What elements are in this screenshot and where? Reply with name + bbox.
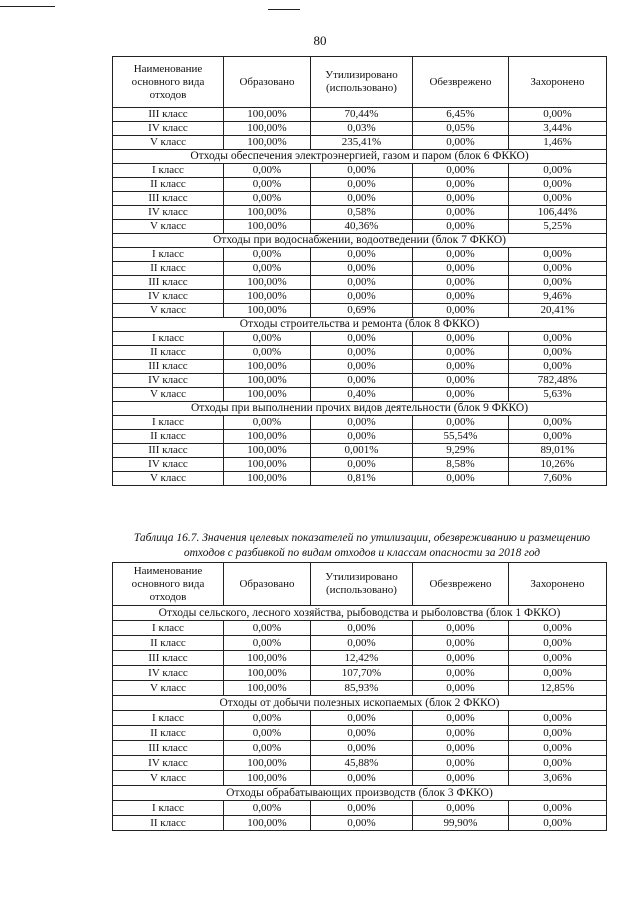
cell-generated: 100,00%: [224, 444, 311, 458]
cell-waste-class: I класс: [113, 416, 224, 430]
section-row: [113, 150, 607, 164]
cell-buried: 3,44%: [509, 122, 607, 136]
table-row: [113, 192, 607, 206]
section-title: Отходы при выполнении прочих видов деятельности (блок 9 ФККО): [113, 402, 607, 416]
cell-generated: 100,00%: [224, 472, 311, 486]
cell-utilized: 70,44%: [311, 108, 413, 122]
cell-generated: 100,00%: [224, 360, 311, 374]
cell-buried: 10,26%: [509, 458, 607, 472]
cell-generated: 100,00%: [224, 681, 311, 696]
cell-buried: 0,00%: [509, 801, 607, 816]
section-title: Отходы обеспечения электроэнергией, газом и паром (блок 6 ФККО): [113, 150, 607, 164]
cell-utilized: 0,00%: [311, 290, 413, 304]
cell-utilized: 0,40%: [311, 388, 413, 402]
cell-utilized: 0,001%: [311, 444, 413, 458]
table-row: [113, 458, 607, 472]
table-row: [113, 136, 607, 150]
cell-generated: 100,00%: [224, 122, 311, 136]
cell-utilized: 0,00%: [311, 801, 413, 816]
cell-waste-class: III класс: [113, 192, 224, 206]
cell-utilized: 0,00%: [311, 636, 413, 651]
cell-buried: 20,41%: [509, 304, 607, 318]
section-row: [113, 234, 607, 248]
cell-waste-class: V класс: [113, 472, 224, 486]
cell-utilized: 0,00%: [311, 621, 413, 636]
cell-waste-class: III класс: [113, 651, 224, 666]
cell-generated: 0,00%: [224, 262, 311, 276]
table-row: [113, 816, 607, 831]
cell-buried: 0,00%: [509, 248, 607, 262]
cell-generated: 0,00%: [224, 621, 311, 636]
column-header-utilized: Утилизировано (использовано): [311, 563, 413, 606]
section-title: Отходы сельского, лесного хозяйства, рыбоводства и рыболовства (блок 1 ФККО): [113, 606, 607, 621]
table-row: [113, 651, 607, 666]
table-row: [113, 711, 607, 726]
table-row: [113, 681, 607, 696]
cell-waste-class: III класс: [113, 276, 224, 290]
cell-buried: 0,00%: [509, 332, 607, 346]
cell-waste-class: V класс: [113, 220, 224, 234]
waste-table-continued: [112, 56, 607, 486]
cell-buried: 5,25%: [509, 220, 607, 234]
cell-generated: 100,00%: [224, 666, 311, 681]
cell-neutralized: 0,00%: [413, 248, 509, 262]
cell-neutralized: 0,00%: [413, 801, 509, 816]
cell-neutralized: 0,00%: [413, 416, 509, 430]
table-row: [113, 178, 607, 192]
cell-utilized: 0,00%: [311, 346, 413, 360]
cell-waste-class: I класс: [113, 621, 224, 636]
cell-waste-class: III класс: [113, 444, 224, 458]
table-row: [113, 304, 607, 318]
cell-neutralized: 0,00%: [413, 681, 509, 696]
cell-waste-class: III класс: [113, 360, 224, 374]
cell-generated: 100,00%: [224, 206, 311, 220]
section-title: Отходы обрабатывающих производств (блок 3 ФККО): [113, 786, 607, 801]
cell-generated: 0,00%: [224, 726, 311, 741]
table-row: [113, 248, 607, 262]
cell-waste-class: V класс: [113, 388, 224, 402]
cell-buried: 89,01%: [509, 444, 607, 458]
cell-waste-class: II класс: [113, 262, 224, 276]
cell-utilized: 40,36%: [311, 220, 413, 234]
cell-waste-class: I класс: [113, 164, 224, 178]
cell-generated: 100,00%: [224, 458, 311, 472]
table-row: [113, 206, 607, 220]
cell-buried: 0,00%: [509, 262, 607, 276]
cell-waste-class: IV класс: [113, 756, 224, 771]
cell-waste-class: I класс: [113, 711, 224, 726]
cell-generated: 100,00%: [224, 290, 311, 304]
cell-waste-class: II класс: [113, 726, 224, 741]
cell-neutralized: 0,00%: [413, 651, 509, 666]
cell-waste-class: I класс: [113, 248, 224, 262]
table-row: [113, 276, 607, 290]
cell-buried: 0,00%: [509, 108, 607, 122]
cell-utilized: 85,93%: [311, 681, 413, 696]
cell-waste-class: V класс: [113, 304, 224, 318]
cell-buried: 0,00%: [509, 621, 607, 636]
cell-buried: 9,46%: [509, 290, 607, 304]
cell-waste-class: IV класс: [113, 666, 224, 681]
column-header-buried: Захоронено: [509, 563, 607, 606]
table-row: [113, 756, 607, 771]
cell-utilized: 0,00%: [311, 416, 413, 430]
table-row: [113, 444, 607, 458]
cell-buried: 0,00%: [509, 178, 607, 192]
cell-buried: 0,00%: [509, 192, 607, 206]
table-row: [113, 472, 607, 486]
cell-neutralized: 0,00%: [413, 741, 509, 756]
cell-generated: 100,00%: [224, 374, 311, 388]
cell-neutralized: 0,00%: [413, 726, 509, 741]
cell-neutralized: 0,00%: [413, 360, 509, 374]
table-row: [113, 122, 607, 136]
cell-neutralized: 0,00%: [413, 192, 509, 206]
cell-waste-class: II класс: [113, 636, 224, 651]
cell-neutralized: 0,00%: [413, 136, 509, 150]
cell-utilized: 0,00%: [311, 332, 413, 346]
cell-utilized: 45,88%: [311, 756, 413, 771]
cell-generated: 0,00%: [224, 636, 311, 651]
column-header-utilized: Утилизировано (использовано): [311, 57, 413, 108]
cell-neutralized: 0,00%: [413, 374, 509, 388]
cell-generated: 100,00%: [224, 816, 311, 831]
cell-utilized: 0,00%: [311, 726, 413, 741]
cell-neutralized: 0,00%: [413, 262, 509, 276]
cell-neutralized: 8,58%: [413, 458, 509, 472]
cell-utilized: 235,41%: [311, 136, 413, 150]
cell-buried: 0,00%: [509, 636, 607, 651]
cell-neutralized: 0,00%: [413, 220, 509, 234]
cell-utilized: 0,00%: [311, 178, 413, 192]
table-row: [113, 726, 607, 741]
cell-waste-class: II класс: [113, 346, 224, 360]
table-row: [113, 416, 607, 430]
cell-utilized: 0,00%: [311, 374, 413, 388]
cell-utilized: 0,00%: [311, 164, 413, 178]
cell-neutralized: 0,00%: [413, 771, 509, 786]
cell-generated: 0,00%: [224, 346, 311, 360]
cell-buried: 5,63%: [509, 388, 607, 402]
table-row: [113, 388, 607, 402]
cell-neutralized: 0,00%: [413, 621, 509, 636]
cell-generated: 100,00%: [224, 771, 311, 786]
cell-utilized: 0,00%: [311, 360, 413, 374]
cell-neutralized: 55,54%: [413, 430, 509, 444]
column-header-waste-type: Наименование основного вида отходов: [113, 57, 224, 108]
cell-buried: 0,00%: [509, 741, 607, 756]
cell-neutralized: 0,00%: [413, 304, 509, 318]
cell-generated: 0,00%: [224, 164, 311, 178]
cell-generated: 0,00%: [224, 416, 311, 430]
cell-generated: 0,00%: [224, 192, 311, 206]
cell-utilized: 0,03%: [311, 122, 413, 136]
cell-waste-class: III класс: [113, 741, 224, 756]
section-row: [113, 606, 607, 621]
cell-buried: 782,48%: [509, 374, 607, 388]
cell-buried: 0,00%: [509, 651, 607, 666]
top-rule-left: [0, 6, 55, 7]
cell-neutralized: 0,00%: [413, 164, 509, 178]
cell-utilized: 0,00%: [311, 192, 413, 206]
cell-neutralized: 99,90%: [413, 816, 509, 831]
section-row: [113, 318, 607, 332]
cell-utilized: 0,81%: [311, 472, 413, 486]
cell-waste-class: V класс: [113, 681, 224, 696]
column-header-neutralized: Обезврежено: [413, 57, 509, 108]
cell-waste-class: I класс: [113, 332, 224, 346]
cell-generated: 100,00%: [224, 651, 311, 666]
cell-utilized: 0,00%: [311, 262, 413, 276]
cell-utilized: 107,70%: [311, 666, 413, 681]
cell-utilized: 0,00%: [311, 741, 413, 756]
table-header-row: [113, 57, 607, 108]
section-row: [113, 786, 607, 801]
section-title: Отходы от добычи полезных ископаемых (блок 2 ФККО): [113, 696, 607, 711]
section-row: [113, 696, 607, 711]
cell-buried: 0,00%: [509, 666, 607, 681]
cell-waste-class: I класс: [113, 801, 224, 816]
cell-waste-class: V класс: [113, 771, 224, 786]
cell-buried: 0,00%: [509, 276, 607, 290]
cell-generated: 100,00%: [224, 276, 311, 290]
cell-neutralized: 0,00%: [413, 666, 509, 681]
cell-neutralized: 0,00%: [413, 346, 509, 360]
cell-generated: 100,00%: [224, 220, 311, 234]
cell-neutralized: 0,00%: [413, 276, 509, 290]
cell-utilized: 0,00%: [311, 771, 413, 786]
cell-buried: 0,00%: [509, 360, 607, 374]
cell-buried: 0,00%: [509, 416, 607, 430]
table-row: [113, 346, 607, 360]
cell-utilized: 12,42%: [311, 651, 413, 666]
waste-table-2018: [112, 562, 607, 831]
cell-generated: 100,00%: [224, 756, 311, 771]
cell-waste-class: II класс: [113, 430, 224, 444]
table-row: [113, 374, 607, 388]
column-header-buried: Захоронено: [509, 57, 607, 108]
cell-utilized: 0,00%: [311, 816, 413, 831]
cell-generated: 100,00%: [224, 430, 311, 444]
cell-waste-class: IV класс: [113, 374, 224, 388]
table-row: [113, 636, 607, 651]
cell-buried: 0,00%: [509, 164, 607, 178]
cell-utilized: 0,00%: [311, 248, 413, 262]
cell-buried: 0,00%: [509, 726, 607, 741]
cell-waste-class: IV класс: [113, 290, 224, 304]
cell-neutralized: 6,45%: [413, 108, 509, 122]
table-row: [113, 108, 607, 122]
cell-buried: 0,00%: [509, 756, 607, 771]
cell-buried: 0,00%: [509, 711, 607, 726]
cell-buried: 106,44%: [509, 206, 607, 220]
table-row: [113, 360, 607, 374]
cell-neutralized: 9,29%: [413, 444, 509, 458]
section-row: [113, 402, 607, 416]
cell-utilized: 0,00%: [311, 458, 413, 472]
cell-neutralized: 0,00%: [413, 290, 509, 304]
cell-neutralized: 0,00%: [413, 711, 509, 726]
cell-neutralized: 0,05%: [413, 122, 509, 136]
table-row: [113, 262, 607, 276]
cell-waste-class: IV класс: [113, 206, 224, 220]
cell-buried: 0,00%: [509, 346, 607, 360]
column-header-generated: Образовано: [224, 57, 311, 108]
cell-generated: 0,00%: [224, 248, 311, 262]
cell-neutralized: 0,00%: [413, 332, 509, 346]
cell-utilized: 0,00%: [311, 276, 413, 290]
cell-waste-class: III класс: [113, 108, 224, 122]
cell-generated: 0,00%: [224, 178, 311, 192]
cell-neutralized: 0,00%: [413, 178, 509, 192]
table-row: [113, 164, 607, 178]
cell-waste-class: II класс: [113, 178, 224, 192]
cell-utilized: 0,00%: [311, 430, 413, 444]
cell-buried: 7,60%: [509, 472, 607, 486]
page-number: 80: [313, 33, 327, 48]
table-caption: Таблица 16.7. Значения целевых показателей по утилизации, обезвреживанию и размещению отходов с разбивкой по видам отходов и классам опасности за 2018 год: [133, 532, 591, 559]
cell-neutralized: 0,00%: [413, 206, 509, 220]
table-row: [113, 666, 607, 681]
cell-utilized: 0,58%: [311, 206, 413, 220]
cell-buried: 3,06%: [509, 771, 607, 786]
cell-waste-class: II класс: [113, 816, 224, 831]
column-header-generated: Образовано: [224, 563, 311, 606]
cell-waste-class: IV класс: [113, 458, 224, 472]
cell-neutralized: 0,00%: [413, 636, 509, 651]
cell-buried: 12,85%: [509, 681, 607, 696]
table-row: [113, 290, 607, 304]
column-header-waste-type: Наименование основного вида отходов: [113, 563, 224, 606]
cell-utilized: 0,00%: [311, 711, 413, 726]
table-row: [113, 430, 607, 444]
cell-generated: 0,00%: [224, 801, 311, 816]
cell-generated: 100,00%: [224, 388, 311, 402]
cell-generated: 100,00%: [224, 304, 311, 318]
cell-buried: 0,00%: [509, 816, 607, 831]
table-row: [113, 741, 607, 756]
table-row: [113, 621, 607, 636]
cell-neutralized: 0,00%: [413, 472, 509, 486]
cell-utilized: 0,69%: [311, 304, 413, 318]
cell-generated: 100,00%: [224, 136, 311, 150]
table-row: [113, 771, 607, 786]
cell-buried: 1,46%: [509, 136, 607, 150]
cell-waste-class: IV класс: [113, 122, 224, 136]
table-row: [113, 801, 607, 816]
table-row: [113, 220, 607, 234]
cell-waste-class: V класс: [113, 136, 224, 150]
cell-generated: 0,00%: [224, 711, 311, 726]
cell-generated: 100,00%: [224, 108, 311, 122]
table-row: [113, 332, 607, 346]
cell-generated: 0,00%: [224, 741, 311, 756]
section-title: Отходы строительства и ремонта (блок 8 ФККО): [113, 318, 607, 332]
cell-generated: 0,00%: [224, 332, 311, 346]
cell-neutralized: 0,00%: [413, 388, 509, 402]
column-header-neutralized: Обезврежено: [413, 563, 509, 606]
table-header-row: [113, 563, 607, 606]
section-title: Отходы при водоснабжении, водоотведении (блок 7 ФККО): [113, 234, 607, 248]
cell-neutralized: 0,00%: [413, 756, 509, 771]
cell-buried: 0,00%: [509, 430, 607, 444]
top-rule-right: [268, 9, 300, 10]
